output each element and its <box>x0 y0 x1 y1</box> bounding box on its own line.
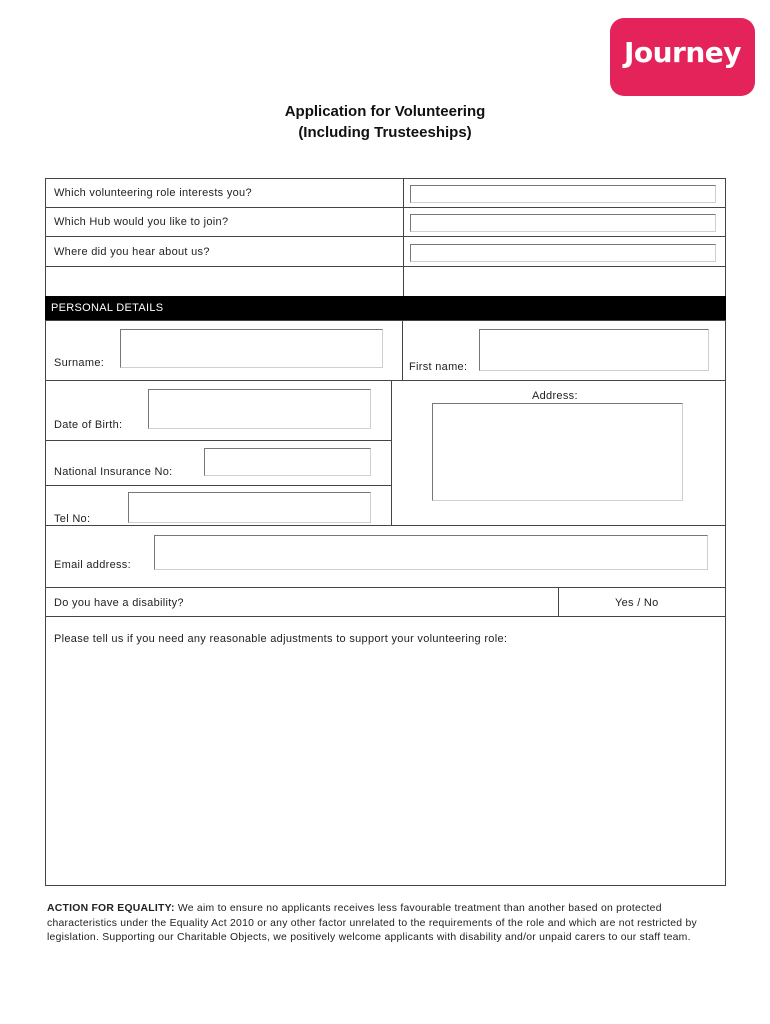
first-name-cell <box>402 320 726 381</box>
source-input[interactable] <box>410 244 716 262</box>
email-cell <box>45 525 726 588</box>
adjustments-label: Please tell us if you need any reasonable adjustments to support your volunteering role: <box>54 633 508 645</box>
dob-label: Date of Birth: <box>54 419 123 431</box>
answer-cell-hub <box>403 207 726 237</box>
blank-row-left <box>45 266 404 297</box>
ni-cell <box>45 440 392 486</box>
address-cell <box>391 380 726 526</box>
question-row-hub <box>45 207 404 237</box>
question-row-source <box>45 236 404 267</box>
blank-row-right <box>403 266 726 297</box>
surname-input[interactable] <box>120 329 383 368</box>
answer-cell-source <box>403 236 726 267</box>
journey-logo <box>610 18 755 96</box>
title-line-1: Application for Volunteering <box>284 103 486 120</box>
equality-statement <box>47 902 727 946</box>
tel-label: Tel No: <box>54 513 91 525</box>
surname-label: Surname: <box>54 357 105 369</box>
disability-question-cell <box>45 587 559 617</box>
logo-text: Journey <box>623 35 742 69</box>
answer-cell-role <box>403 178 726 208</box>
question-row-role <box>45 178 404 208</box>
title-line-2: (Including Trusteeships) <box>298 124 472 141</box>
first-name-input[interactable] <box>479 329 709 371</box>
logo-badge <box>617 25 748 79</box>
ni-label: National Insurance No: <box>54 466 173 478</box>
address-input[interactable] <box>432 403 683 501</box>
disability-label: Do you have a disability? <box>54 597 184 609</box>
question-hub-label: Which Hub would you like to join? <box>54 216 229 228</box>
surname-cell <box>45 320 403 381</box>
equality-heading: ACTION FOR EQUALITY: <box>47 903 175 914</box>
ni-input[interactable] <box>204 448 371 476</box>
email-label: Email address: <box>54 559 131 571</box>
address-label: Address: <box>532 390 578 402</box>
email-input[interactable] <box>154 535 708 570</box>
equality-text: We aim to ensure no applicants receives less favourable treatment than another based on protected characteristics under the Equality Act 2010 or any other factor unrelated to the requirements of the role and which are not restricted by legislation. Supporting our Charitable Objects, we positively welcome applicants with disability and/or unpaid carers to our staff team. <box>47 903 697 943</box>
dob-cell <box>45 380 392 441</box>
section-header-personal-details: PERSONAL DETAILS <box>45 296 726 321</box>
tel-cell <box>45 485 392 526</box>
tel-input[interactable] <box>128 492 371 523</box>
role-input[interactable] <box>410 185 716 203</box>
question-role-label: Which volunteering role interests you? <box>54 187 252 199</box>
hub-input[interactable] <box>410 214 716 232</box>
question-source-label: Where did you hear about us? <box>54 246 210 258</box>
yes-no-label: Yes / No <box>615 597 659 609</box>
dob-input[interactable] <box>148 389 371 429</box>
page-title <box>0 101 770 143</box>
disability-answer-cell[interactable] <box>558 587 726 617</box>
adjustments-cell[interactable] <box>45 616 726 886</box>
first-name-label: First name: <box>409 361 468 373</box>
